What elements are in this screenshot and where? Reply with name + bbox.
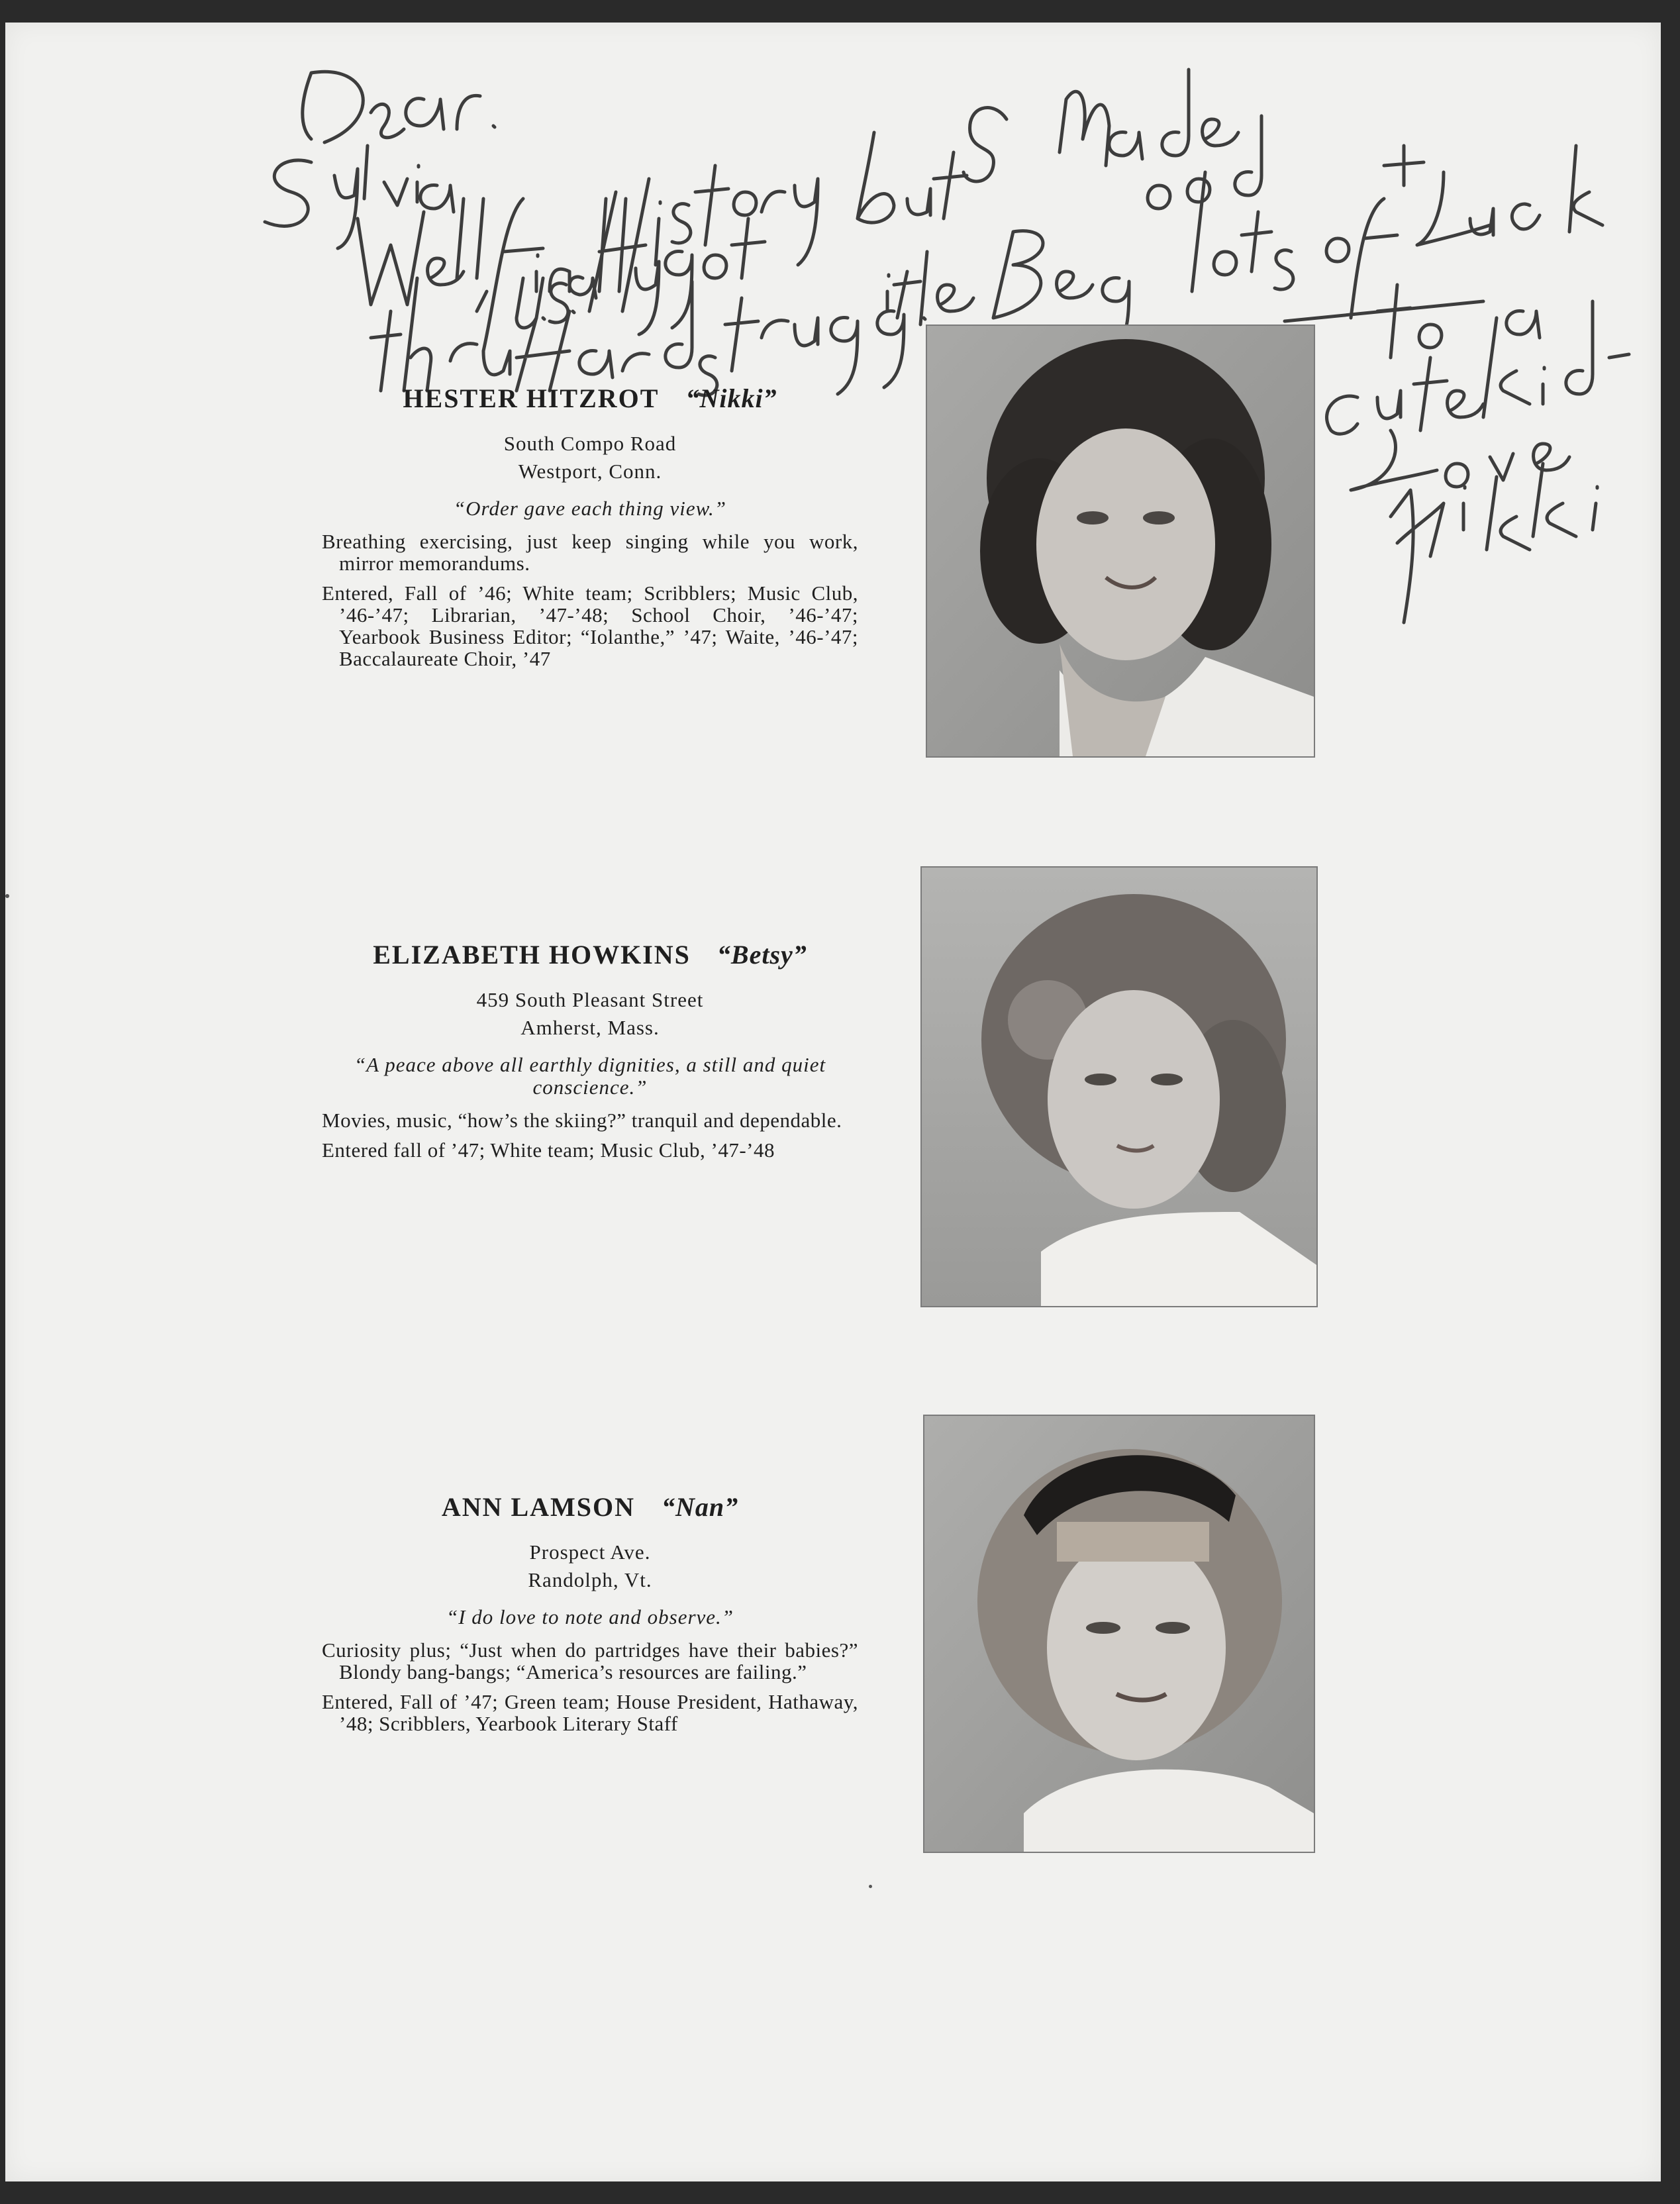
student-traits: Breathing exercising, just keep singing while you work, mirror memorandums. — [322, 530, 858, 575]
address-line-2: Randolph, Vt. — [528, 1568, 652, 1591]
student-nickname: “Nikki” — [685, 383, 777, 413]
student-traits: Curiosity plus; “Just when do partridges have their babies?” Blondy bang-bangs; “America’s resources are failing.” — [322, 1638, 858, 1683]
student-traits: Movies, music, “how’s the skiing?” tranquil and dependable. — [322, 1109, 842, 1132]
student-entry-3 — [322, 1491, 858, 1742]
bottom-dot-mark — [869, 1885, 872, 1888]
student-nickname: “Nan” — [662, 1492, 739, 1522]
address-line-1: 459 South Pleasant Street — [476, 988, 704, 1011]
address-line-2: Westport, Conn. — [518, 460, 662, 483]
student-entry-1 — [322, 383, 858, 677]
student-nickname: “Betsy” — [716, 940, 807, 970]
student-portrait-photo — [923, 1415, 1315, 1853]
student-name-line — [322, 383, 858, 414]
student-name: ANN LAMSON — [441, 1492, 636, 1522]
student-quote: “I do love to note and observe.” — [446, 1605, 734, 1628]
student-activities: Entered, Fall of ’46; White team; Scribblers; Music Club, ’46-’47; Librarian, ’47-’48; School Choir, ’46-’47; Yearbook Business Editor; “Iolanthe,” ’47; Waite, ’46-’47; Baccalaureate Choir, ’47 — [322, 581, 858, 670]
address-line-1: South Compo Road — [503, 432, 677, 455]
student-name-line — [322, 939, 858, 970]
student-activities: Entered fall of ’47; White team; Music Club, ’47-’48 — [322, 1138, 775, 1162]
left-margin-mark — [5, 894, 9, 898]
address-line-1: Prospect Ave. — [529, 1540, 651, 1564]
student-name: ELIZABETH HOWKINS — [373, 940, 691, 970]
student-portrait-photo — [926, 325, 1315, 758]
student-quote: “Order gave each thing view.” — [453, 497, 727, 520]
student-portrait-photo — [920, 866, 1318, 1307]
student-name: HESTER HITZROT — [403, 383, 660, 413]
student-entry-2 — [322, 939, 858, 1169]
student-activities: Entered, Fall of ’47; Green team; House President, Hathaway, ’48; Scribblers, Yearbook Literary Staff — [322, 1690, 858, 1735]
student-quote: “A peace above all earthly dignities, a still and quiet conscience.” — [354, 1053, 826, 1099]
student-name-line — [322, 1491, 858, 1523]
address-line-2: Amherst, Mass. — [520, 1016, 660, 1039]
